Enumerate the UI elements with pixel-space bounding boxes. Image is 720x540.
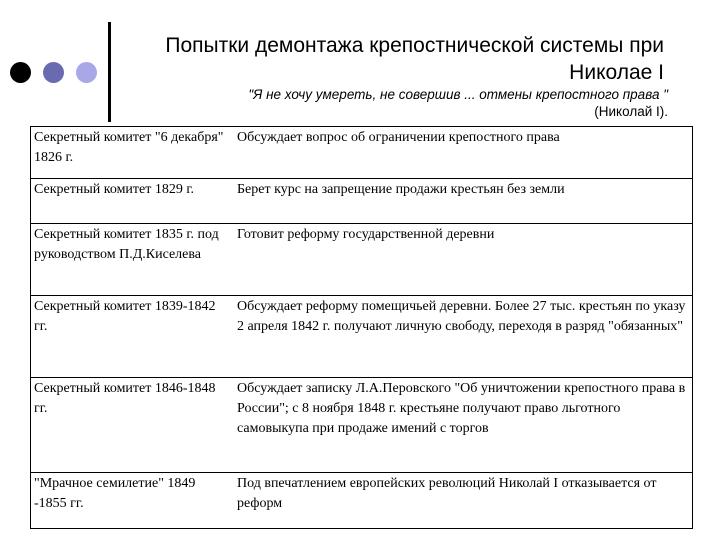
committee-cell: Секретный комитет 1835 г. под руководством П.Д.Киселева [31, 224, 235, 296]
vertical-divider [108, 22, 111, 122]
committees-table [30, 126, 693, 529]
table-row [31, 127, 693, 179]
committee-cell: Секретный комитет "6 декабря" 1826 г. [31, 127, 235, 179]
table-row [31, 296, 693, 378]
action-cell: Берет курс на запрещение продажи крестьян без земли [234, 179, 693, 224]
dot-3 [76, 62, 97, 83]
table-row [31, 179, 693, 224]
epigraph [128, 86, 668, 120]
table-row [31, 473, 693, 529]
action-cell: Под впечатлением европейских революций Николай I отказывается от реформ [234, 473, 693, 529]
dot-1 [10, 62, 31, 83]
action-cell: Обсуждает реформу помещичьей деревни. Более 27 тыс. крестьян по указу 2 апреля 1842 г. получают личную свободу, переходя в разряд "обязанных" [234, 296, 693, 378]
title-line-1: Попытки демонтажа крепостнической системы при [165, 34, 664, 57]
table-row [31, 378, 693, 473]
table-row [31, 224, 693, 296]
action-cell: Обсуждает вопрос об ограничении крепостного права [234, 127, 693, 179]
epigraph-author: (Николай I). [594, 104, 668, 119]
page-title [144, 32, 664, 86]
decorative-dots [10, 62, 100, 84]
committee-cell: Секретный комитет 1839-1842 гг. [31, 296, 235, 378]
dot-2 [43, 62, 64, 83]
action-cell: Готовит реформу государственной деревни [234, 224, 693, 296]
title-line-2: Николае I [569, 61, 664, 84]
committee-cell: Секретный комитет 1829 г. [31, 179, 235, 224]
committee-cell: Секретный комитет 1846-1848 гг. [31, 378, 235, 473]
epigraph-quote: "Я не хочу умереть, не совершив ... отмены крепостного права " [248, 87, 668, 102]
action-cell: Обсуждает записку Л.А.Перовского "Об уничтожении крепостного права в России"; с 8 ноября 1848 г. крестьяне получают право льготного самовыкупа при продаже имений с торгов [234, 378, 693, 473]
committee-cell: "Мрачное семилетие" 1849 -1855 гг. [31, 473, 235, 529]
